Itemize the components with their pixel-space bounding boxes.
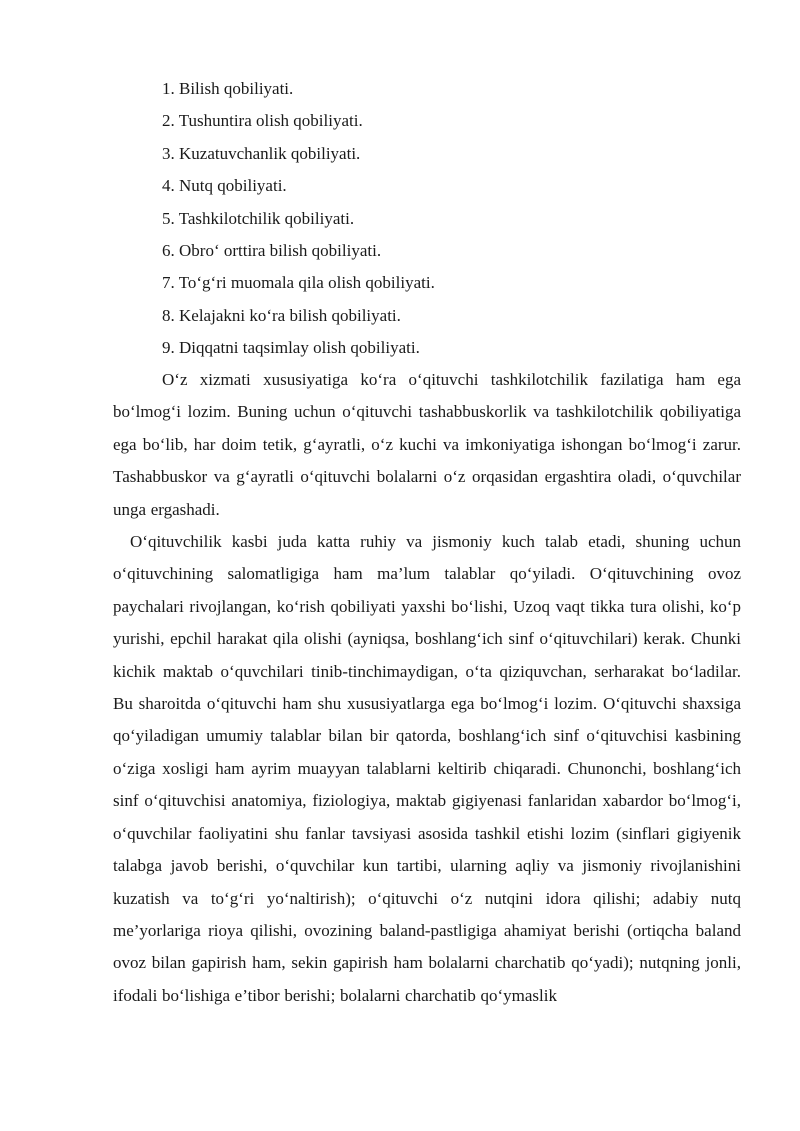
- paragraph-organizer-qualities: O‘z xizmati xususiyatiga ko‘ra o‘qituvchi tashkilotchilik fazilatiga ham ega bo‘lmog‘i lozim. Buning uchun o‘qituvchi tashabbuskorlik va tashkilotchilik qobiliyatiga ega bo‘lib, har doim tetik, g‘ayratli, o‘z kuchi va imkoniyatiga ishongan bo‘lmog‘i zarur. Tashabbuskor va g‘ayratli o‘qituvchi bolalarni o‘z orqasidan ergashtira oladi, o‘quvchilar unga ergashadi.: [113, 370, 741, 519]
- list-item: 5. Tashkilotchilik qobiliyati.: [162, 208, 355, 228]
- list-item: 1. Bilish qobiliyati.: [162, 79, 294, 98]
- list-item: 8. Kelajakni ko‘ra bilish qobiliyati.: [162, 305, 401, 325]
- list-item: 2. Tushuntira olish qobiliyati.: [162, 111, 363, 131]
- list-item: 6. Obro‘ orttira bilish qobiliyati.: [162, 241, 382, 261]
- list-item: 7. To‘g‘ri muomala qila olish qobiliyati.: [162, 273, 435, 293]
- list-item: 4. Nutq qobiliyati.: [162, 176, 287, 196]
- abilities-list: [162, 73, 722, 365]
- list-item: 9. Diqqatni taqsimlay olish qobiliyati.: [162, 338, 420, 358]
- list-item: 3. Kuzatuvchanlik qobiliyati.: [162, 143, 361, 163]
- body-text: [113, 364, 741, 1012]
- paragraph-health-requirements: O‘qituvchilik kasbi juda katta ruhiy va jismoniy kuch talab etadi, shuning uchun o‘qituvchining salomatligiga ham ma’lum talablar qo‘yiladi. O‘qituvchining ovoz paychalari rivojlangan, ko‘rish qobiliyati yaxshi bo‘lishi, Uzoq vaqt tikka tura olishi, ko‘p yurishi, epchil harakat qila olishi (ayniqsa, boshlang‘ich sinf o‘qituvchilari) kerak. Chunki kichik maktab o‘quvchilari tinib-tinchimaydigan, o‘ta qiziquvchan, serharakat bo‘ladilar. Bu sharoitda o‘qituvchi ham shu xususiyatlarga ega bo‘lmog‘i lozim. O‘qituvchi shaxsiga qo‘yiladigan umumiy talablar bilan bir qatorda, boshlang‘ich sinf o‘qituvchisi kasbining o‘ziga xosligi ham ayrim muayyan talablarni keltirib chiqaradi. Chunonchi, boshlang‘ich sinf o‘qituvchisi anatomiya, fiziologiya, maktab gigiyenasi fanlaridan xabardor bo‘lmog‘i, o‘quvchilar faoliyatini shu fanlar tavsiyasi asosida tashkil etishi lozim (sinflari gigiyenik talabga javob berishi, o‘quvchilar kun tartibi, ularning aqliy va jismoniy rivojlanishini kuzatish va to‘g‘ri yo‘naltirish); o‘qituvchi o‘z nutqini idora qilishi; adabiy nutq me’yorlariga rioya qilishi, ovozining baland-pastligiga ahamiyat berishi (ortiqcha baland ovoz bilan gapirish ham, sekin gapirish ham bolalarni charchatib qo‘yadi); nutqning jonli, ifodali bo‘lishiga e’tibor berishi; bolalarni charchatib qo‘ymaslik: [113, 532, 741, 1005]
